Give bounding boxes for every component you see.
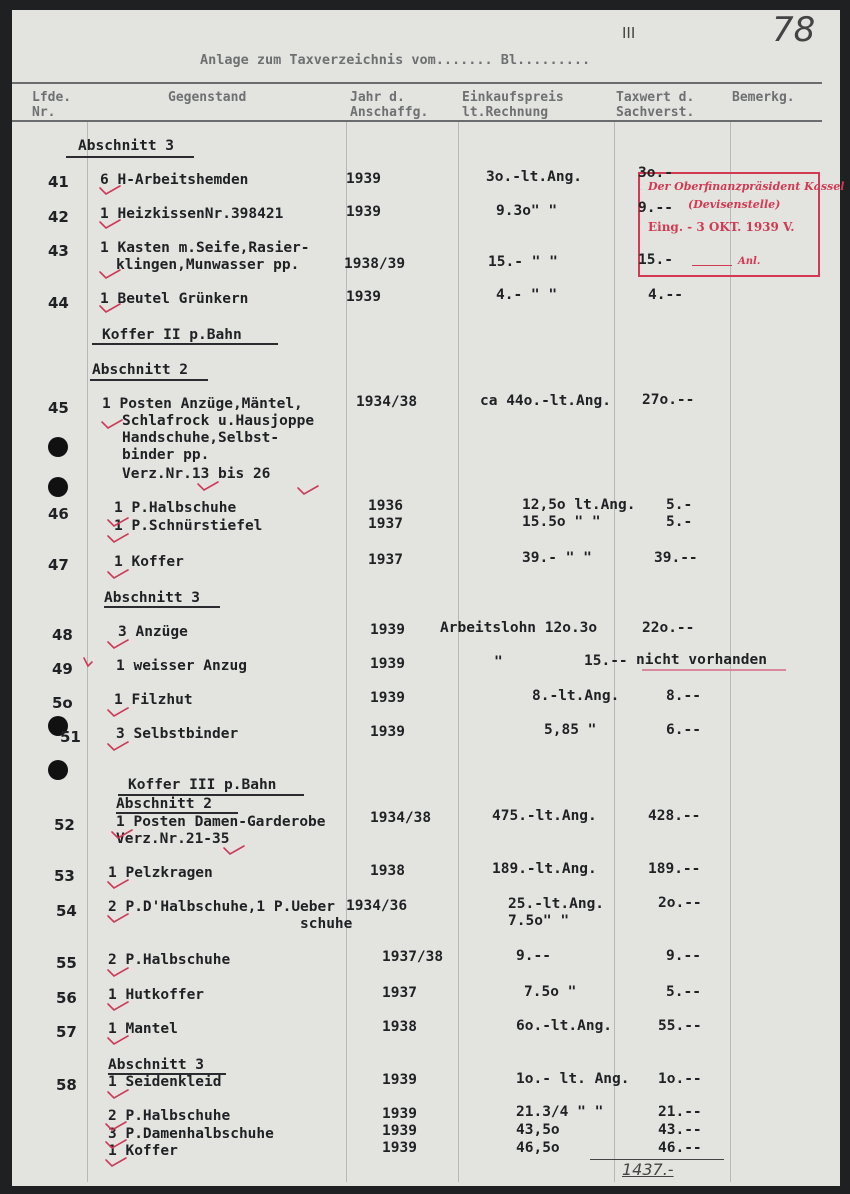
- acquisition-year: 1934/38: [356, 394, 418, 410]
- stamp-office: (Devisenstelle): [688, 198, 781, 211]
- check-mark-icon: [106, 1140, 126, 1148]
- acquisition-year: 1939: [346, 204, 381, 220]
- check-mark-icon: [100, 304, 120, 312]
- col-header-taxwert: Taxwert d. Sachverst.: [616, 90, 695, 120]
- tax-value: 39.--: [654, 550, 698, 566]
- row-number: 51: [60, 728, 81, 746]
- purchase-price: Arbeitslohn 12o.3o: [440, 620, 598, 636]
- acquisition-year: 1939: [382, 1106, 417, 1122]
- tax-value: 189.--: [648, 861, 701, 877]
- section-heading: Koffer II p.Bahn: [102, 327, 242, 343]
- page-number: 78: [772, 10, 816, 50]
- check-mark-icon: [84, 658, 92, 666]
- col-header-lfd-nr: Lfde. Nr.: [32, 90, 72, 120]
- row-number: 55: [56, 954, 77, 972]
- acquisition-year: 1937: [382, 985, 417, 1001]
- item-description-line: schuhe: [300, 916, 353, 932]
- tax-value: 43.--: [658, 1122, 702, 1138]
- acquisition-year: 1938: [370, 863, 405, 879]
- item-description: 1 HeizkissenNr.398421: [100, 206, 284, 222]
- acquisition-year: 1939: [346, 289, 381, 305]
- tax-value: 3o.-: [638, 165, 673, 181]
- item-description: 1 Posten Damen-Garderobe: [116, 814, 326, 830]
- check-mark-icon: [108, 708, 128, 716]
- row-number: 45: [48, 399, 69, 417]
- item-description: 2 P.Halbschuhe: [108, 952, 231, 968]
- section-heading: Abschnitt 2: [116, 796, 213, 812]
- check-mark-icon: [112, 830, 132, 838]
- acquisition-year: 1939: [382, 1140, 417, 1156]
- acquisition-year: 1938: [382, 1019, 417, 1035]
- tax-value: 15.-: [638, 252, 673, 268]
- tax-value: 27o.--: [642, 392, 695, 408]
- check-mark-icon: [298, 486, 318, 494]
- acquisition-year: 1934/36: [346, 898, 408, 914]
- col-header-bemerkung: Bemerkg.: [732, 90, 795, 105]
- stamp-anl: Anl.: [738, 256, 761, 267]
- purchase-price: 3o.-lt.Ang.: [486, 169, 583, 185]
- purchase-price: 15.5o " ": [522, 514, 601, 530]
- stamp-authority: Der Oberfinanzpräsident Kassel: [648, 180, 845, 193]
- purchase-price: 5,85 ": [544, 722, 597, 738]
- purchase-price: 6o.-lt.Ang.: [516, 1018, 613, 1034]
- tax-value: 6.--: [666, 722, 701, 738]
- acquisition-year: 1936: [368, 498, 403, 514]
- item-description: 1 Filzhut: [114, 692, 193, 708]
- item-description-line: 1 P.Schnürstiefel: [114, 518, 263, 534]
- check-mark-icon: [108, 518, 128, 526]
- row-number: 5o: [52, 694, 73, 712]
- acquisition-year: 1934/38: [370, 810, 432, 826]
- purchase-price: 46,5o: [516, 1140, 560, 1156]
- item-description: 3 Anzüge: [118, 624, 188, 640]
- item-description: 1 Hutkoffer: [108, 987, 205, 1003]
- check-mark-icon: [106, 1158, 126, 1166]
- purchase-price: 475.-lt.Ang.: [492, 808, 597, 824]
- acquisition-year: 1939: [370, 656, 405, 672]
- item-description: 1 Posten Anzüge,Mäntel,: [102, 396, 303, 412]
- check-mark-icon: [198, 482, 218, 490]
- check-mark-icon: [100, 270, 120, 278]
- check-mark-icon: [102, 420, 122, 428]
- tax-value: 21.--: [658, 1104, 702, 1120]
- item-description: 1 Mantel: [108, 1021, 178, 1037]
- item-description: 1 Kasten m.Seife,Rasier-: [100, 240, 310, 256]
- acquisition-year: 1938/39: [344, 256, 406, 272]
- row-number: 41: [48, 173, 69, 191]
- item-description: 3 Selbstbinder: [116, 726, 239, 742]
- item-description-line: 3 P.Damenhalbschuhe: [108, 1126, 274, 1142]
- item-description: 1 Koffer: [114, 554, 184, 570]
- tax-value: 22o.--: [642, 620, 695, 636]
- acquisition-year: 1937/38: [382, 949, 444, 965]
- row-number: 47: [48, 556, 69, 574]
- row-number: 58: [56, 1076, 77, 1094]
- acquisition-year: 1939: [370, 690, 405, 706]
- col-header-gegenstand: Gegenstand: [168, 90, 247, 105]
- check-marks: [12, 10, 840, 1186]
- check-mark-icon: [108, 914, 128, 922]
- acquisition-year: 1939: [382, 1123, 417, 1139]
- tax-value: 2o.--: [658, 895, 702, 911]
- document-title: Anlage zum Taxverzeichnis vom....... Bl.........: [200, 52, 591, 68]
- row-number: 53: [54, 867, 75, 885]
- col-header-jahr: Jahr d. Anschaffg.: [350, 90, 429, 120]
- purchase-price: 1o.- lt. Ang.: [516, 1071, 630, 1087]
- purchase-price: 39.- " ": [522, 550, 592, 566]
- item-description-line: Verz.Nr.21-35: [116, 831, 230, 847]
- item-description: 1 Seidenkleid: [108, 1074, 222, 1090]
- purchase-price: 4.- " ": [496, 287, 558, 303]
- check-mark-icon: [108, 968, 128, 976]
- item-description: 1 weisser Anzug: [116, 658, 247, 674]
- item-description: 1 P.Halbschuhe: [114, 500, 237, 516]
- purchase-price: 7.5o" ": [508, 913, 570, 929]
- purchase-price: 15.--: [584, 653, 628, 669]
- item-description-line: Verz.Nr.13 bis 26: [122, 466, 271, 482]
- item-description: 6 H-Arbeitshemden: [100, 172, 249, 188]
- item-description-line: Schlafrock u.Hausjoppe: [122, 413, 315, 429]
- row-number: 42: [48, 208, 69, 226]
- tax-value: 428.--: [648, 808, 701, 824]
- purchase-price: 21.3/4 " ": [516, 1104, 604, 1120]
- purchase-price: 9.3o" ": [496, 203, 558, 219]
- check-mark-icon: [108, 1090, 128, 1098]
- item-description: 2 P.D'Halbschuhe,1 P.Ueber: [108, 899, 335, 915]
- row-number: 49: [52, 660, 73, 678]
- section-heading: Abschnitt 3: [108, 1057, 205, 1073]
- item-description-line: binder pp.: [122, 447, 210, 463]
- purchase-price: 43,5o: [516, 1122, 560, 1138]
- ditto-mark: ": [494, 654, 503, 670]
- acquisition-year: 1939: [370, 724, 405, 740]
- tax-value: 55.--: [658, 1018, 702, 1034]
- purchase-price: 9.--: [516, 948, 551, 964]
- purchase-price: 189.-lt.Ang.: [492, 861, 597, 877]
- sheet-mark: III: [622, 24, 636, 42]
- row-number: 52: [54, 816, 75, 834]
- check-mark-icon: [100, 186, 120, 194]
- tax-value: 5.--: [666, 984, 701, 1000]
- check-mark-icon: [108, 880, 128, 888]
- tax-value: 1o.--: [658, 1071, 702, 1087]
- tax-value: 5.-: [666, 514, 693, 530]
- purchase-price: 15.- " ": [488, 254, 558, 270]
- purchase-price: 8.-lt.Ang.: [532, 688, 620, 704]
- check-mark-icon: [108, 570, 128, 578]
- grand-total: 1437.-: [622, 1160, 674, 1179]
- item-description-line: Handschuhe,Selbst-: [122, 430, 280, 446]
- purchase-price: 25.-lt.Ang.: [508, 896, 605, 912]
- item-description-line: klingen,Munwasser pp.: [116, 257, 300, 273]
- document-page: [12, 10, 845, 1186]
- check-mark-icon: [224, 846, 244, 854]
- check-mark-icon: [108, 640, 128, 648]
- col-header-einkaufspreis: Einkaufspreis lt.Rechnung: [462, 90, 564, 120]
- item-description: 1 Beutel Grünkern: [100, 291, 249, 307]
- acquisition-year: 1939: [346, 171, 381, 187]
- tax-value: 9.--: [638, 200, 673, 216]
- check-mark-icon: [108, 1002, 128, 1010]
- row-number: 48: [52, 626, 73, 644]
- purchase-price: 12,5o lt.Ang.: [522, 497, 636, 513]
- acquisition-year: 1939: [370, 622, 405, 638]
- item-description-line: 2 P.Halbschuhe: [108, 1108, 231, 1124]
- section-heading: Abschnitt 3: [104, 590, 201, 606]
- item-description: 1 Pelzkragen: [108, 865, 213, 881]
- tax-value: 46.--: [658, 1140, 702, 1156]
- check-mark-icon: [100, 220, 120, 228]
- row-number: 56: [56, 989, 77, 1007]
- tax-value: 5.-: [666, 497, 693, 513]
- row-number: 46: [48, 505, 69, 523]
- purchase-price: 7.5o ": [524, 984, 577, 1000]
- acquisition-year: 1937: [368, 516, 403, 532]
- tax-value: 9.--: [666, 948, 701, 964]
- section-heading: Koffer III p.Bahn: [128, 777, 277, 793]
- row-number: 44: [48, 294, 69, 312]
- row-number: 57: [56, 1023, 77, 1041]
- section-heading: Abschnitt 3: [78, 138, 175, 154]
- stamp-date: Eing. - 3 OKT. 1939 V.: [648, 220, 795, 234]
- check-mark-icon: [108, 534, 128, 542]
- section-heading: Abschnitt 2: [92, 362, 189, 378]
- tax-value: 8.--: [666, 688, 701, 704]
- row-number: 54: [56, 902, 77, 920]
- check-mark-icon: [106, 1122, 126, 1130]
- acquisition-year: 1939: [382, 1072, 417, 1088]
- purchase-price: ca 44o.-lt.Ang.: [480, 393, 611, 409]
- check-mark-icon: [108, 742, 128, 750]
- tax-value: 4.--: [648, 287, 683, 303]
- acquisition-year: 1937: [368, 552, 403, 568]
- row-number: 43: [48, 242, 69, 260]
- tax-value: nicht vorhanden: [636, 652, 767, 668]
- item-description-line: 1 Koffer: [108, 1143, 178, 1159]
- check-mark-icon: [108, 1036, 128, 1044]
